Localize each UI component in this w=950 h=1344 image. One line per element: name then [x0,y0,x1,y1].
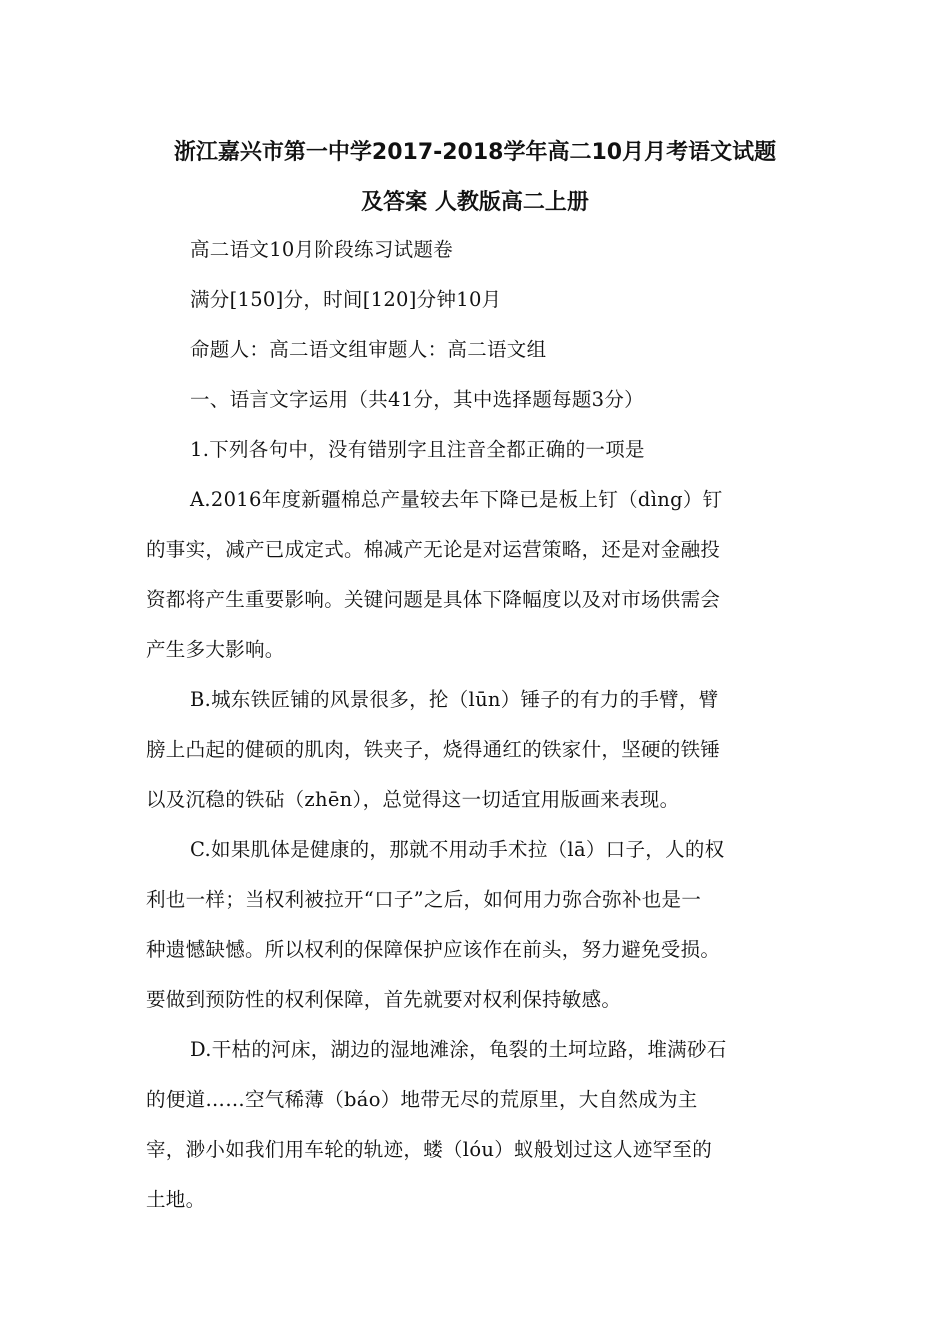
document-title-line-2: 及答案 人教版高二上册 [361,190,589,215]
option-c-line: 种遗憾缺憾。所以权利的保障保护应该作在前头，努力避免受损。 [146,938,721,961]
exam-subtitle: 高二语文10月阶段练习试题卷 [190,238,454,261]
option-c-line: 要做到预防性的权利保障，首先就要对权利保持敏感。 [146,988,622,1011]
section-heading: 一、语言文字运用（共41分，其中选择题每题3分） [190,388,644,411]
option-d-line: 的便道……空气稀薄（báo）地带无尽的荒原里，大自然成为主 [146,1088,698,1111]
option-b-line: 膀上凸起的健硕的肌肉，铁夹子，烧得通红的铁家什，坚硬的铁锤 [146,738,721,761]
option-c-line: 利也一样；当权利被拉开“口子”之后，如何用力弥合弥补也是一 [146,888,702,911]
score-time-info: 满分[150]分，时间[120]分钟10月 [190,288,502,311]
exam-authors: 命题人：高二语文组审题人：高二语文组 [190,338,547,361]
option-a-line: 的事实，减产已成定式。棉减产无论是对运营策略，还是对金融投 [146,538,721,561]
option-a-line: A.2016年度新疆棉总产量较去年下降已是板上钉（dìng）钉 [190,488,723,511]
option-b-line: B.城东铁匠铺的风景很多，抡（lūn）锤子的有力的手臂，臂 [190,688,719,711]
document-title-line-1: 浙江嘉兴市第一中学2017-2018学年高二10月月考语文试题 [173,140,777,165]
option-d-line: 土地。 [146,1188,206,1211]
option-a-line: 资都将产生重要影响。关键问题是具体下降幅度以及对市场供需会 [146,588,721,611]
question-stem: 1.下列各句中，没有错别字且注音全都正确的一项是 [190,438,645,461]
option-d-line: D.干枯的河床，湖边的湿地滩涂，龟裂的土坷垃路，堆满砂石 [190,1038,727,1061]
option-b-line: 以及沉稳的铁砧（zhēn），总觉得这一切适宜用版画来表现。 [146,788,680,811]
option-d-line: 宰，渺小如我们用车轮的轨迹，蝼（lóu）蚁般划过这人迹罕至的 [146,1138,713,1161]
option-c-line: C.如果肌体是健康的，那就不用动手术拉（lā）口子，人的权 [190,838,725,861]
option-a-line: 产生多大影响。 [146,638,285,661]
